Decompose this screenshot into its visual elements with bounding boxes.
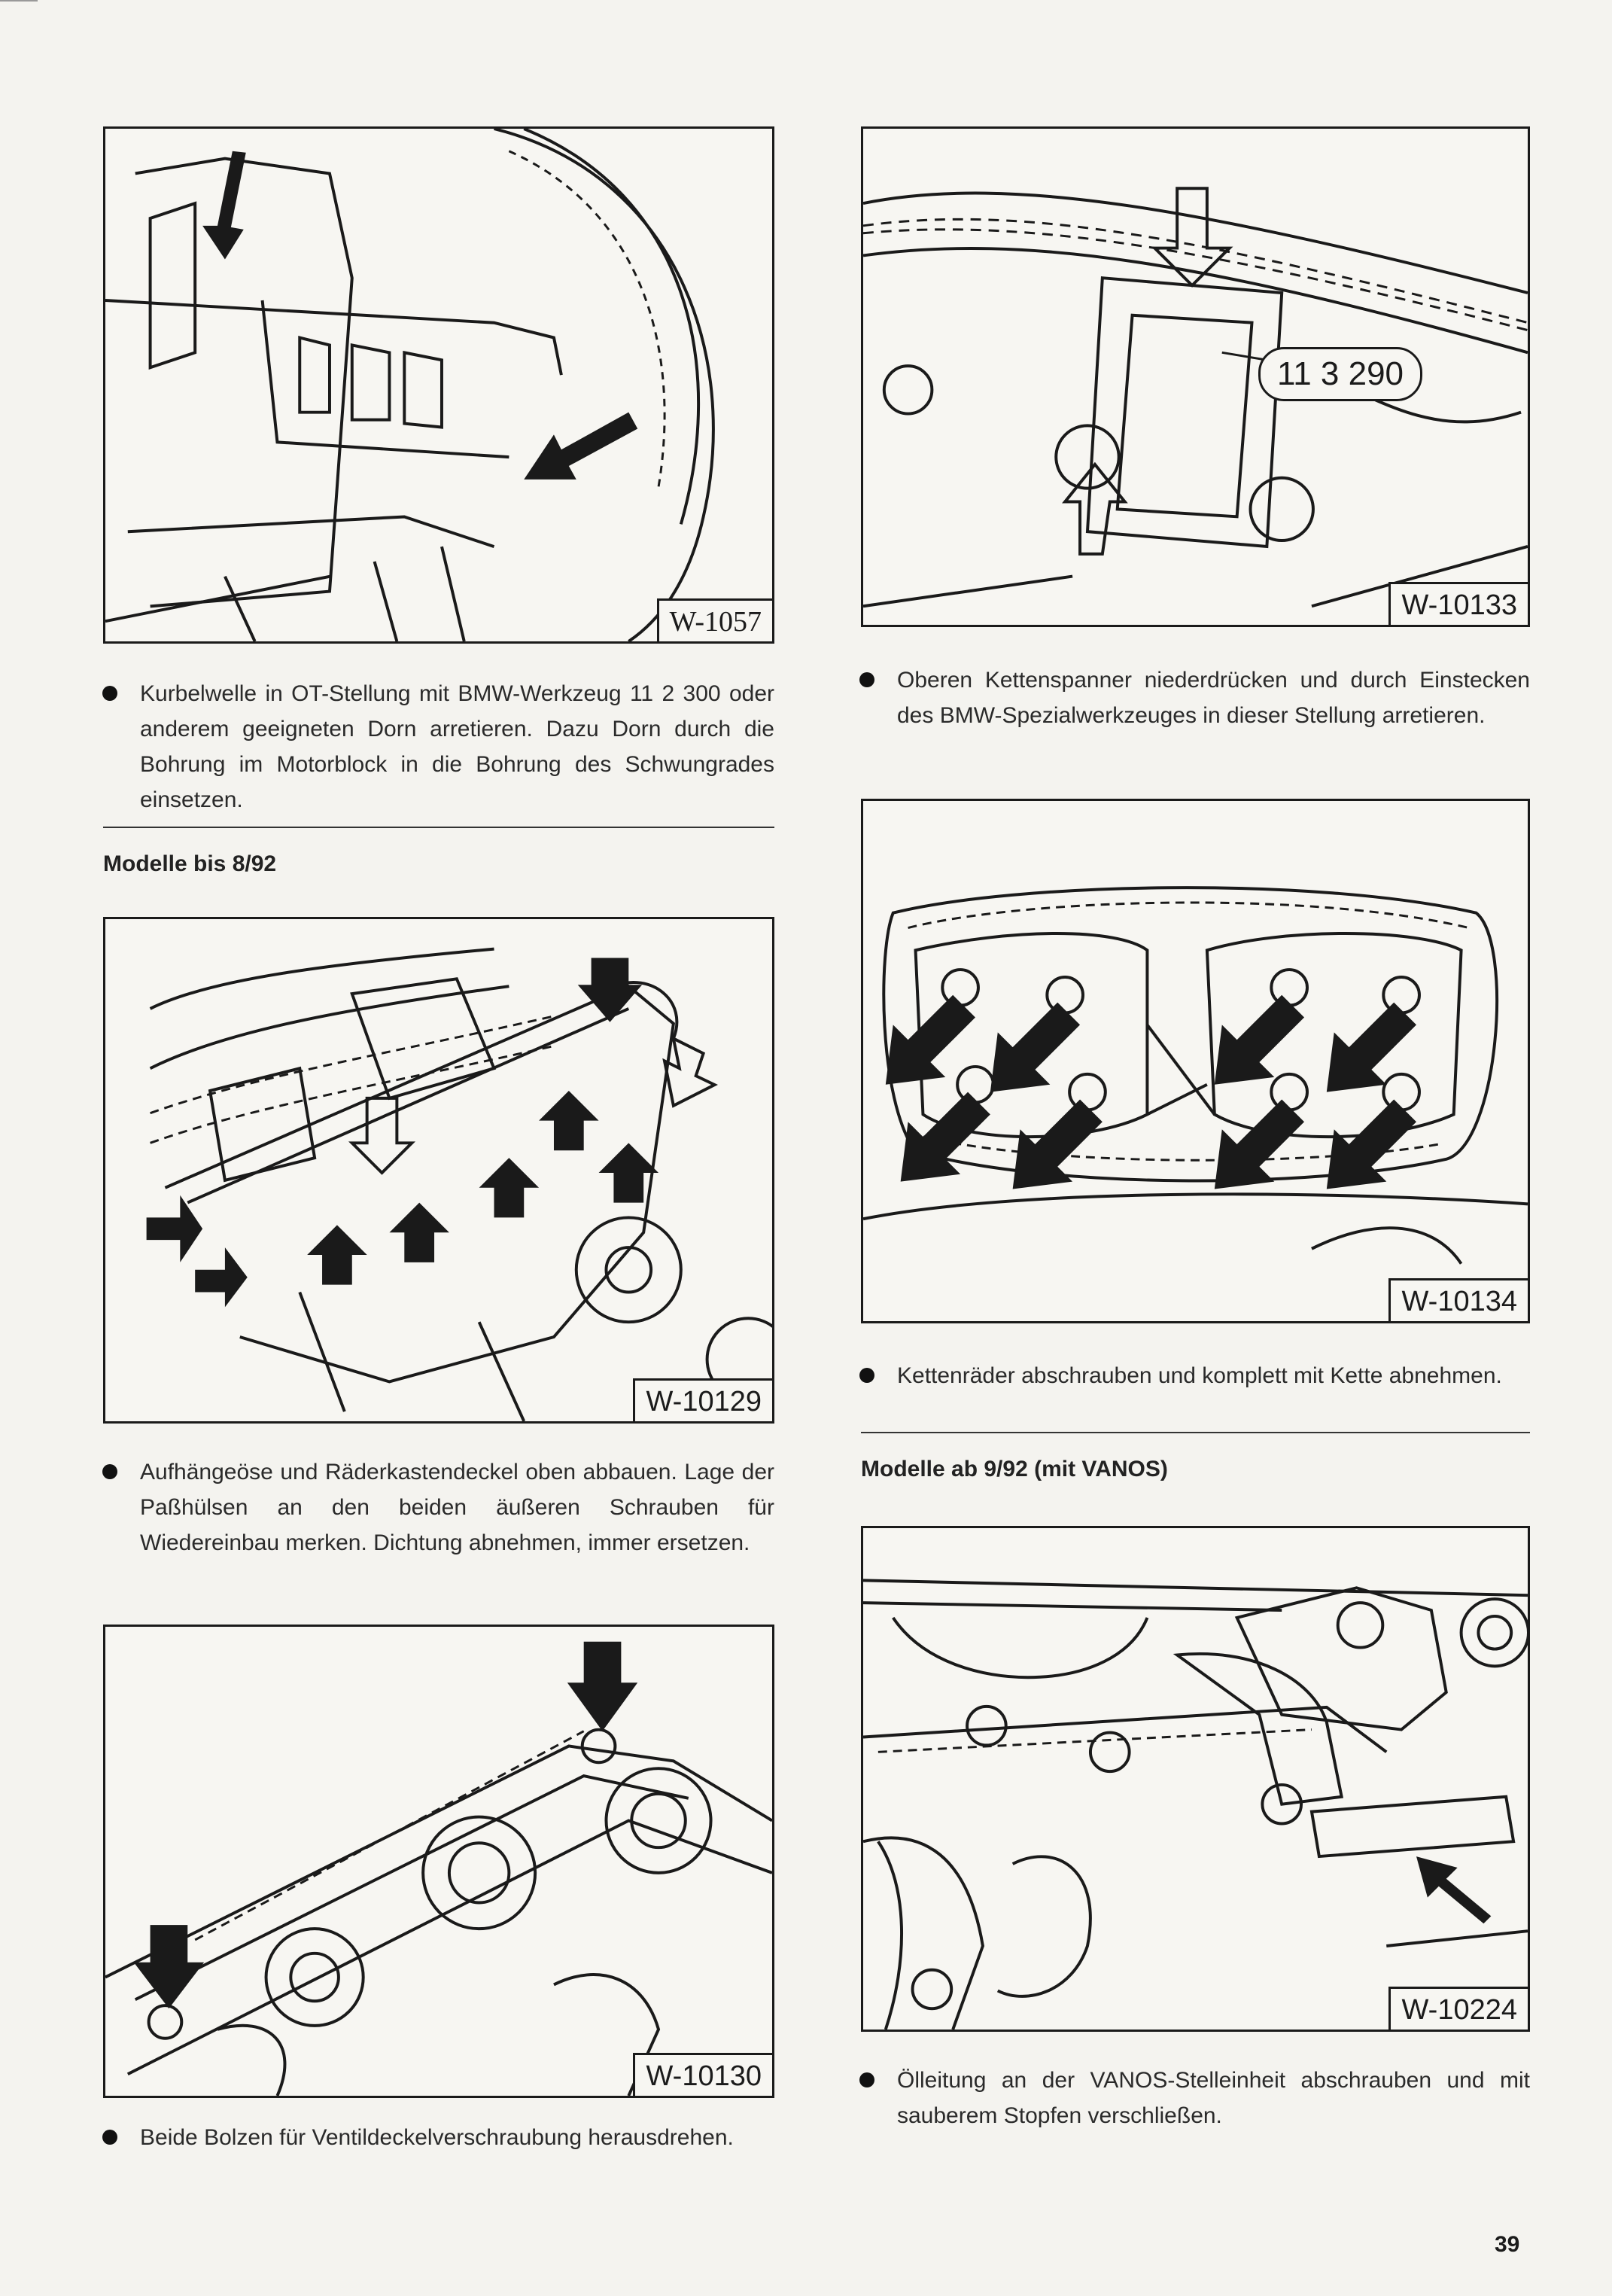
figure-code: W-10129 [633, 1378, 772, 1421]
bullet-icon [102, 1464, 117, 1479]
page-number: 39 [1495, 2232, 1520, 2257]
instruction-p4 [897, 662, 1530, 733]
arrow-icon [539, 1091, 598, 1150]
instruction-p5 [897, 1358, 1530, 1393]
figure-w10134 [861, 799, 1530, 1323]
figure-w10133 [861, 126, 1530, 627]
instruction-text: Aufhängeöse und Räderkastendeckel oben abbauen. Lage der Paßhülsen an den beiden äußeren Schrauben für Wiedereinbau merken. Dichtung abnehmen, immer ersetzen. [140, 1460, 774, 1555]
instruction-text: Oberen Kettenspanner niederdrücken und durch Einstecken des BMW-Spezialwerkzeuges in dieser Stellung arretieren. [897, 668, 1530, 728]
arrow-icon [1013, 1100, 1103, 1189]
hollow-arrow-icon [665, 1039, 715, 1106]
tool-number-label: 11 3 290 [1258, 347, 1422, 401]
arrow-icon [195, 1247, 248, 1307]
arrow-icon [147, 1195, 202, 1262]
figure-code: W-10130 [633, 2053, 772, 2096]
arrow-icon [901, 1092, 990, 1182]
bullet-icon [102, 686, 117, 701]
instruction-text: Kurbelwelle in OT-Stellung mit BMW-Werkzeug 11 2 300 oder anderem geeigneten Dorn arretieren. Dazu Dorn durch die Bohrung im Motorblock in die Bohrung des Schwungrades einsetzen. [140, 681, 774, 812]
arrow-icon [1215, 995, 1304, 1085]
arrow-icon [1215, 1100, 1304, 1189]
instruction-p6 [897, 2063, 1530, 2133]
section-heading-bis-8-92: Modelle bis 8/92 [103, 851, 277, 876]
figure-w10224 [861, 1526, 1530, 2032]
instruction-p1 [140, 676, 774, 818]
chain-tensioner-drawing [863, 129, 1528, 625]
arrow-icon [202, 151, 246, 260]
instruction-p2 [140, 1454, 774, 1561]
figure-w10129 [103, 917, 774, 1424]
section-divider [103, 827, 774, 828]
instruction-text: Kettenräder abschrauben und komplett mit Kette abnehmen. [897, 1363, 1502, 1388]
section-heading-ab-9-92: Modelle ab 9/92 (mit VANOS) [861, 1457, 1168, 1481]
figure-code: W-1057 [657, 598, 772, 641]
instruction-p3 [140, 2120, 774, 2155]
vanos-unit-drawing [863, 1528, 1528, 2030]
sprockets-drawing [863, 801, 1528, 1321]
arrow-icon [479, 1158, 539, 1217]
arrow-icon [990, 1003, 1080, 1092]
bullet-icon [859, 2072, 874, 2087]
arrow-icon [389, 1203, 449, 1262]
arrow-icon [578, 958, 642, 1022]
figure-w10130 [103, 1625, 774, 2098]
page-corner-mark [0, 0, 38, 2]
bullet-icon [859, 1368, 874, 1383]
arrow-icon [1327, 1100, 1416, 1189]
arrow-icon [1416, 1856, 1491, 1923]
section-divider [861, 1432, 1530, 1433]
arrow-icon [567, 1642, 637, 1731]
timing-chain-cover-drawing [105, 919, 772, 1421]
arrow-icon [524, 413, 637, 480]
instruction-text: Ölleitung an der VANOS-Stelleinheit abschrauben und mit sauberem Stopfen verschließen. [897, 2068, 1530, 2128]
figure-code: W-10133 [1388, 582, 1528, 625]
instruction-text: Beide Bolzen für Ventildeckelverschraubung herausdrehen. [140, 2125, 734, 2150]
bullet-icon [102, 2130, 117, 2145]
bullet-icon [859, 672, 874, 687]
cylinder-head-drawing [105, 1627, 772, 2096]
flywheel-drawing [105, 129, 772, 641]
figure-w1057 [103, 126, 774, 644]
arrow-icon [1327, 1003, 1416, 1092]
arrow-icon [307, 1225, 367, 1284]
figure-code: W-10224 [1388, 1987, 1528, 2030]
figure-code: W-10134 [1388, 1278, 1528, 1321]
